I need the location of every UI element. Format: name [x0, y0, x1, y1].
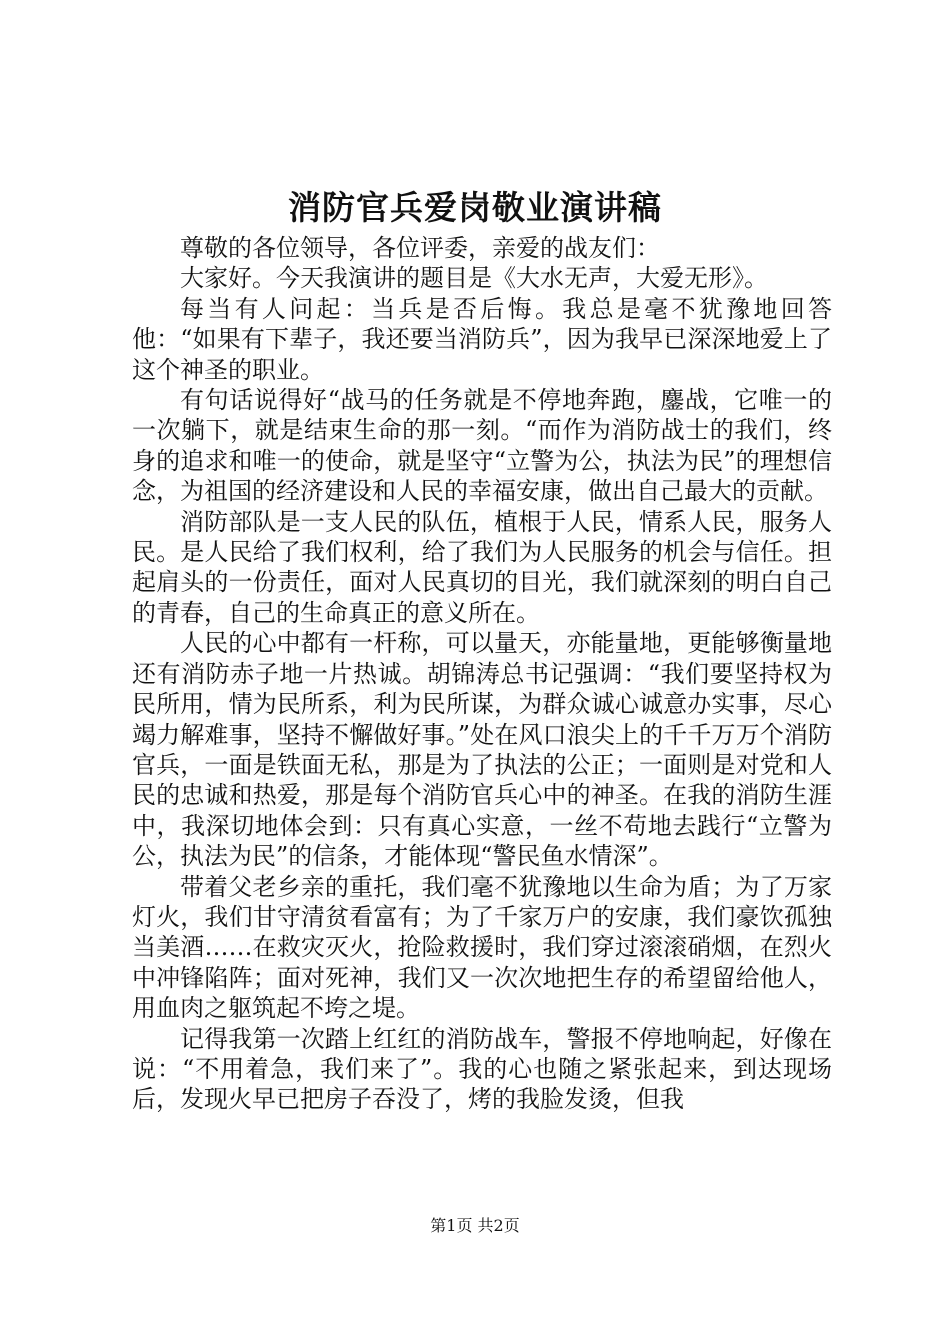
paragraph: 有句话说得好“战马的任务就是不停地奔跑，鏖战，它唯一的一次躺下，就是结束生命的那一刻。“而作为消防战士的我们，终身的追求和唯一的使命，就是坚守“立警为公，执法为民”的理想信念，为祖国的经济建设和人民的幸福安康，做出自己最大的贡献。	[132, 386, 832, 506]
document-body	[132, 233, 832, 1115]
paragraph: 每当有人问起：当兵是否后悔。我总是毫不犹豫地回答他：“如果有下辈子，我还要当消防兵”，因为我早已深深地爱上了这个神圣的职业。	[132, 294, 832, 384]
paragraph-greeting: 大家好。今天我演讲的题目是《大水无声，大爱无形》。	[180, 264, 768, 293]
page-footer: 第1页 共2页	[430, 1216, 520, 1235]
paragraph-salutation: 尊敬的各位领导，各位评委，亲爱的战友们：	[180, 234, 660, 262]
document-title: 消防官兵爱岗敬业演讲稿	[288, 188, 662, 227]
paragraph: 人民的心中都有一杆称，可以量天，亦能量地，更能够衡量地还有消防赤子地一片热诚。胡锦涛总书记强调：“我们要坚持权为民所用，情为民所系，利为民所谋，为群众诚心诚意办实事，尽心竭力解难事，坚持不懈做好事。”处在风口浪尖上的千千万万个消防官兵，一面是铁面无私，那是为了执法的公正；一面则是对党和人民的忠诚和热爱，那是每个消防官兵心中的神圣。在我的消防生涯中，我深切地体会到：只有真心实意，一丝不苟地去践行“立警为公，执法为民”的信条，才能体现“警民鱼水情深”。	[132, 629, 832, 871]
paragraph: 记得我第一次踏上红红的消防战车，警报不停地响起，好像在说：“不用着急，我们来了”。我的心也随之紧张起来，到达现场后，发现火早已把房子吞没了，烤的我脸发烫，但我	[132, 1024, 832, 1114]
paragraph: 带着父老乡亲的重托，我们毫不犹豫地以生命为盾；为了万家灯火，我们甘守清贫看富有；为了千家万户的安康，我们豪饮孤独当美酒……在救灾灭火，抢险救援时，我们穿过滚滚硝烟，在烈火中冲锋陷阵；面对死神，我们又一次次地把生存的希望留给他人，用血肉之躯筑起不垮之堤。	[132, 872, 832, 1023]
paragraph: 消防部队是一支人民的队伍，植根于人民，情系人民，服务人民。是人民给了我们权利，给了我们为人民服务的机会与信任。担起肩头的一份责任，面对人民真切的目光，我们就深刻的明白自己的青春，自己的生命真正的意义所在。	[132, 507, 832, 627]
